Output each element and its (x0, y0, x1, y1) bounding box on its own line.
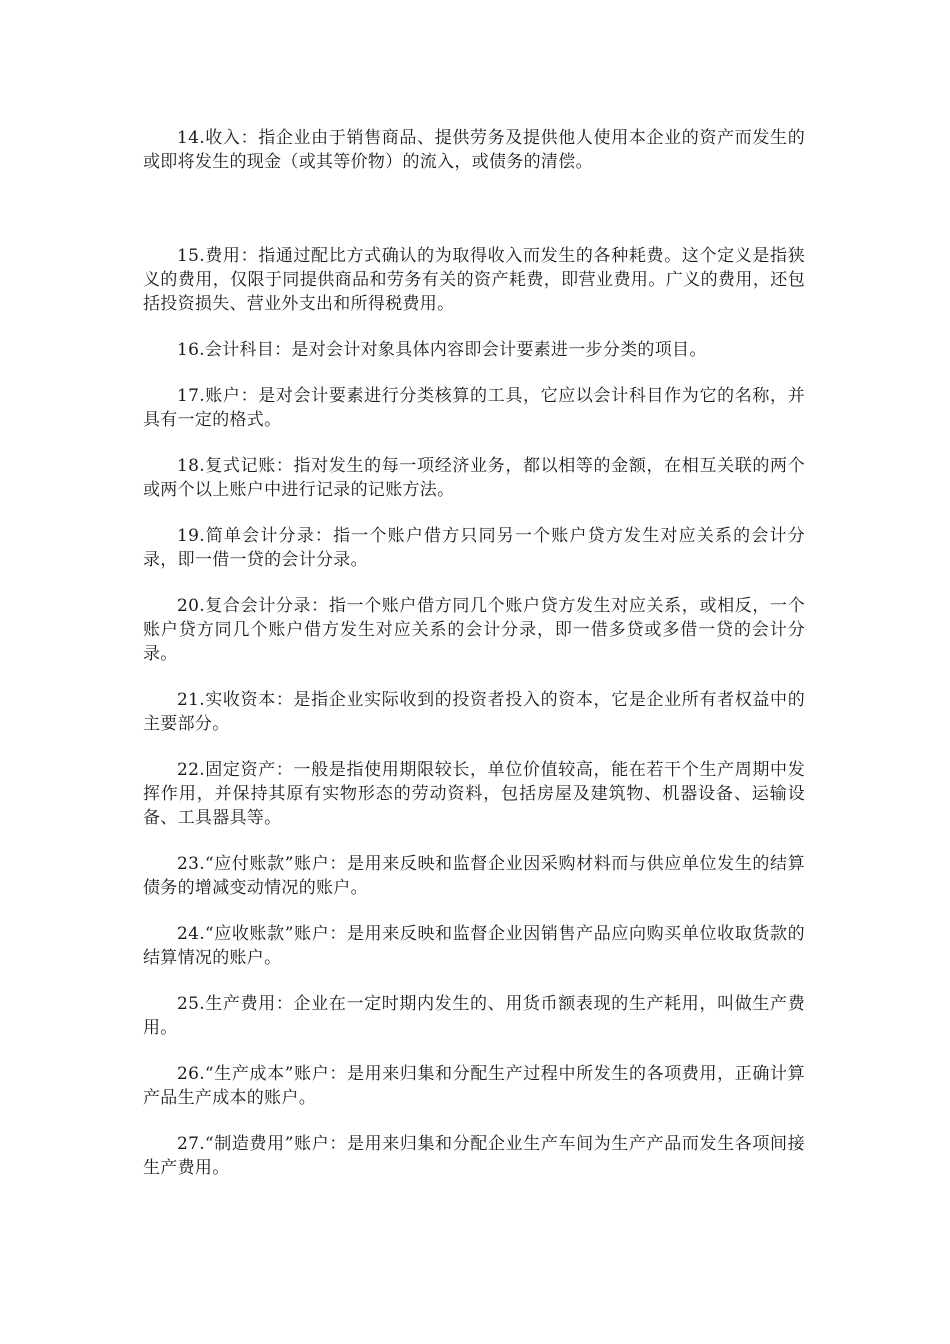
definition-26: 26.“生产成本”账户：是用来归集和分配生产过程中所发生的各项费用，正确计算产品生产成本的账户。 (143, 1064, 805, 1108)
definition-14: 14.收入：指企业由于销售商品、提供劳务及提供他人使用本企业的资产而发生的或即将发生的现金（或其等价物）的流入，或债务的清偿。 (143, 128, 805, 172)
definition-19: 19.简单会计分录：指一个账户借方只同另一个账户贷方发生对应关系的会计分录，即一借一贷的会计分录。 (143, 526, 805, 570)
definition-18: 18.复式记账：指对发生的每一项经济业务，都以相等的金额，在相互关联的两个或两个以上账户中进行记录的记账方法。 (143, 456, 805, 500)
document-page (143, 126, 805, 1202)
definition-21: 21.实收资本：是指企业实际收到的投资者投入的资本，它是企业所有者权益中的主要部分。 (143, 690, 805, 734)
definition-24: 24.“应收账款”账户：是用来反映和监督企业因销售产品应向购买单位收取货款的结算情况的账户。 (143, 924, 805, 968)
definition-23: 23.“应付账款”账户：是用来反映和监督企业因采购材料而与供应单位发生的结算债务的增减变动情况的账户。 (143, 854, 805, 898)
definition-27: 27.“制造费用”账户：是用来归集和分配企业生产车间为生产产品而发生各项间接生产费用。 (143, 1134, 805, 1178)
definition-15: 15.费用：指通过配比方式确认的为取得收入而发生的各种耗费。这个定义是指狭义的费用，仅限于同提供商品和劳务有关的资产耗费，即营业费用。广义的费用，还包括投资损失、营业外支出和所得税费用。 (143, 246, 805, 314)
definition-16: 16.会计科目：是对会计对象具体内容即会计要素进一步分类的项目。 (177, 340, 707, 360)
definition-20: 20.复合会计分录：指一个账户借方同几个账户贷方发生对应关系，或相反，一个账户贷方同几个账户借方发生对应关系的会计分录，即一借多贷或多借一贷的会计分录。 (143, 596, 805, 664)
definition-25: 25.生产费用：企业在一定时期内发生的、用货币额表现的生产耗用，叫做生产费用。 (143, 994, 805, 1038)
definition-17: 17.账户：是对会计要素进行分类核算的工具，它应以会计科目作为它的名称，并具有一定的格式。 (143, 386, 805, 430)
definition-22: 22.固定资产：一般是指使用期限较长，单位价值较高，能在若干个生产周期中发挥作用，并保持其原有实物形态的劳动资料，包括房屋及建筑物、机器设备、运输设备、工具器具等。 (143, 760, 805, 828)
